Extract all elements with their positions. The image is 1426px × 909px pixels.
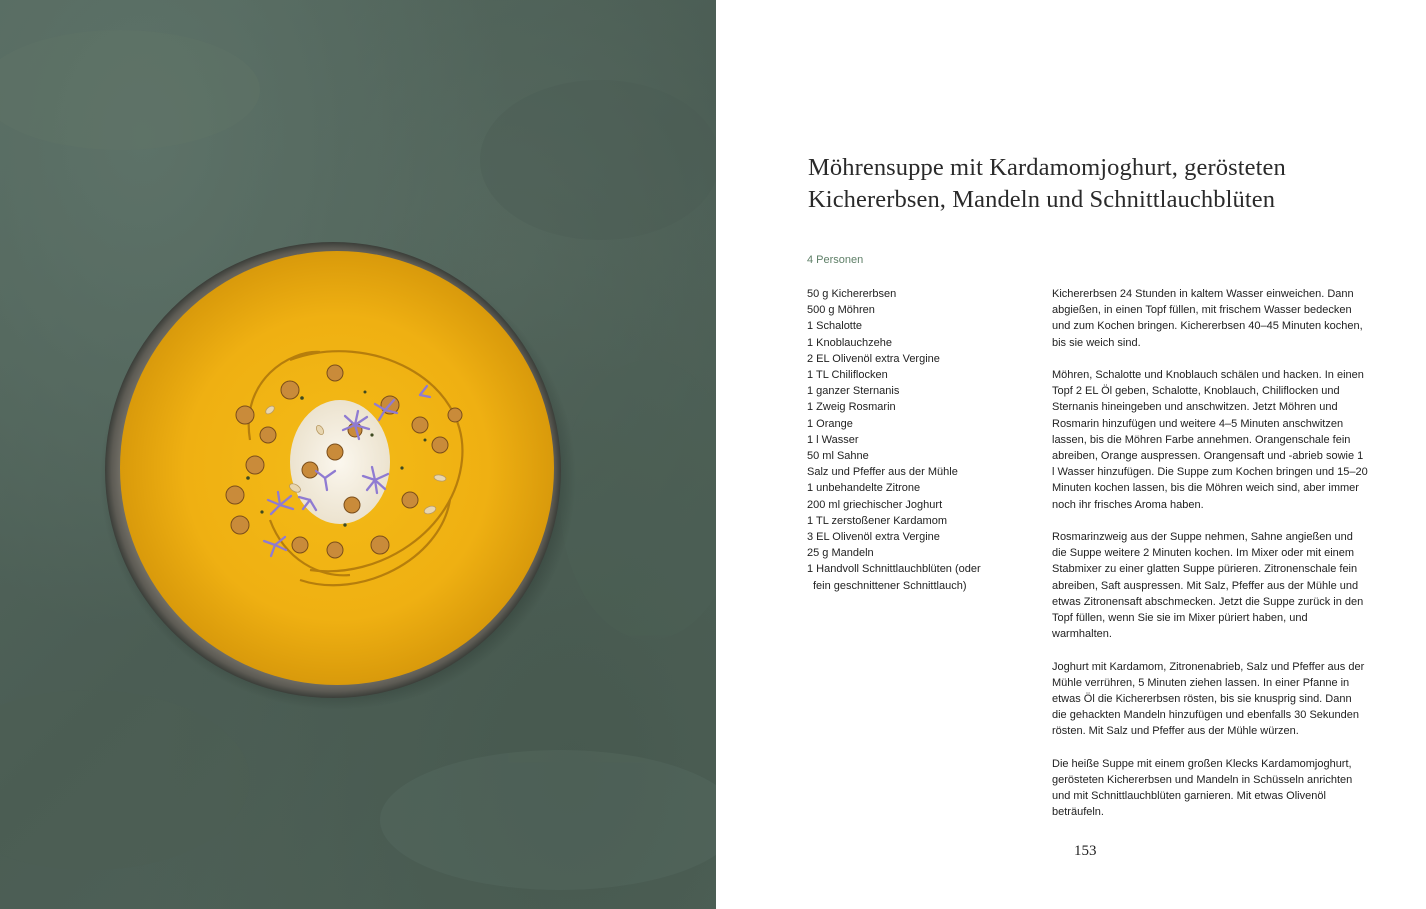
- ingredient-item: 1 Zweig Rosmarin: [807, 401, 896, 414]
- instruction-paragraph: Möhren, Schalotte und Knoblauch schälen und hacken. In einen Topf 2 EL Öl geben, Schalotte, Knoblauch, Chiliflocken und Sternanis hineingeben und anschwitzen. Jetzt Möhren und Rosmarin hinzufügen und weitere 4–5 Minuten anschwitzen lassen, bis die Möhren Farbe annehmen. Orangenschale fein abreiben, Orange auspressen. Orangensaft und -abrieb sowie 1 l Wasser hinzufügen. Die Suppe zum Kochen bringen und 15–20 Minuten kochen lassen, bis die Möhren weich sind, aber immer noch ihr frisches Aroma haben.: [1052, 369, 1368, 511]
- ingredient-item: 2 EL Olivenöl extra Vergine: [807, 352, 940, 365]
- recipe-page: [716, 0, 1426, 909]
- ingredient-list: [807, 286, 997, 594]
- instruction-paragraph: Joghurt mit Kardamom, Zitronenabrieb, Salz und Pfeffer aus der Mühle verrühren, 5 Minuten ziehen lassen. In einer Pfanne in etwas Öl die Kichererbsen rösten, bis sie knusprig sind. Dann die gehackten Mandeln hinzufügen und ebenfalls 30 Sekunden rösten. Mit Salz und Pfeffer aus der Mühle würzen.: [1052, 660, 1365, 738]
- ingredient-item: 500 g Möhren: [807, 304, 875, 317]
- ingredient-item: 1 Knoblauchzehe: [807, 336, 893, 349]
- ingredient-item: 1 Schalotte: [807, 320, 863, 333]
- instruction-paragraph: Die heiße Suppe mit einem großen Klecks Kardamomjoghurt, gerösteten Kichererbsen und Mandeln in Schüsseln anrichten und mit Schnittlauchblüten garnieren. Mit etwas Olivenöl beträufeln.: [1052, 757, 1353, 819]
- ingredient-item: 25 g Mandeln: [807, 547, 874, 560]
- ingredient-item: 1 ganzer Sternanis: [807, 385, 900, 398]
- instruction-paragraph: Kichererbsen 24 Stunden in kaltem Wasser einweichen. Dann abgießen, in einen Topf füllen, mit frischem Wasser bedecken und zum Kochen bringen. Kichererbsen 40–45 Minuten kochen, bis sie weich sind.: [1052, 288, 1363, 349]
- ingredient-item: 1 unbehandelte Zitrone: [807, 482, 921, 495]
- ingredient-item: 50 ml Sahne: [807, 450, 869, 463]
- ingredient-item: 200 ml griechischer Joghurt: [807, 498, 943, 511]
- page-number: 153: [1074, 843, 1097, 859]
- instruction-steps: [1052, 286, 1368, 837]
- ingredient-item: 3 EL Olivenöl extra Vergine: [807, 531, 940, 544]
- ingredient-item: 1 l Wasser: [807, 433, 859, 446]
- ingredient-item: Salz und Pfeffer aus der Mühle: [807, 466, 958, 479]
- ingredient-item: 1 TL Chiliflocken: [807, 369, 888, 382]
- recipe-title: Möhrensuppe mit Kardamomjoghurt, gerösteten Kichererbsen, Mandeln und Schnittlauchblüten: [808, 154, 1286, 213]
- ingredient-item: 50 g Kichererbsen: [807, 288, 897, 300]
- ingredient-item: 1 Handvoll Schnittlauchblüten (oder fein geschnittener Schnittlauch): [807, 563, 981, 592]
- servings-label: 4 Personen: [807, 254, 864, 266]
- ingredient-item: 1 Orange: [807, 417, 853, 430]
- ingredient-item: 1 TL zerstoßener Kardamom: [807, 514, 948, 527]
- instruction-paragraph: Rosmarinzweig aus der Suppe nehmen, Sahne angießen und die Suppe weitere 2 Minuten kochen. Im Mixer oder mit einem Stabmixer zu einer glatten Suppe pürieren. Zitronenschale fein abreiben, Saft auspressen. Mit Salz, Pfeffer aus der Mühle und etwas Zitronensaft abschmecken. Jetzt die Suppe zurück in den Topf füllen, wenn Sie sie im Mixer püriert haben, und warmhalten.: [1052, 531, 1364, 641]
